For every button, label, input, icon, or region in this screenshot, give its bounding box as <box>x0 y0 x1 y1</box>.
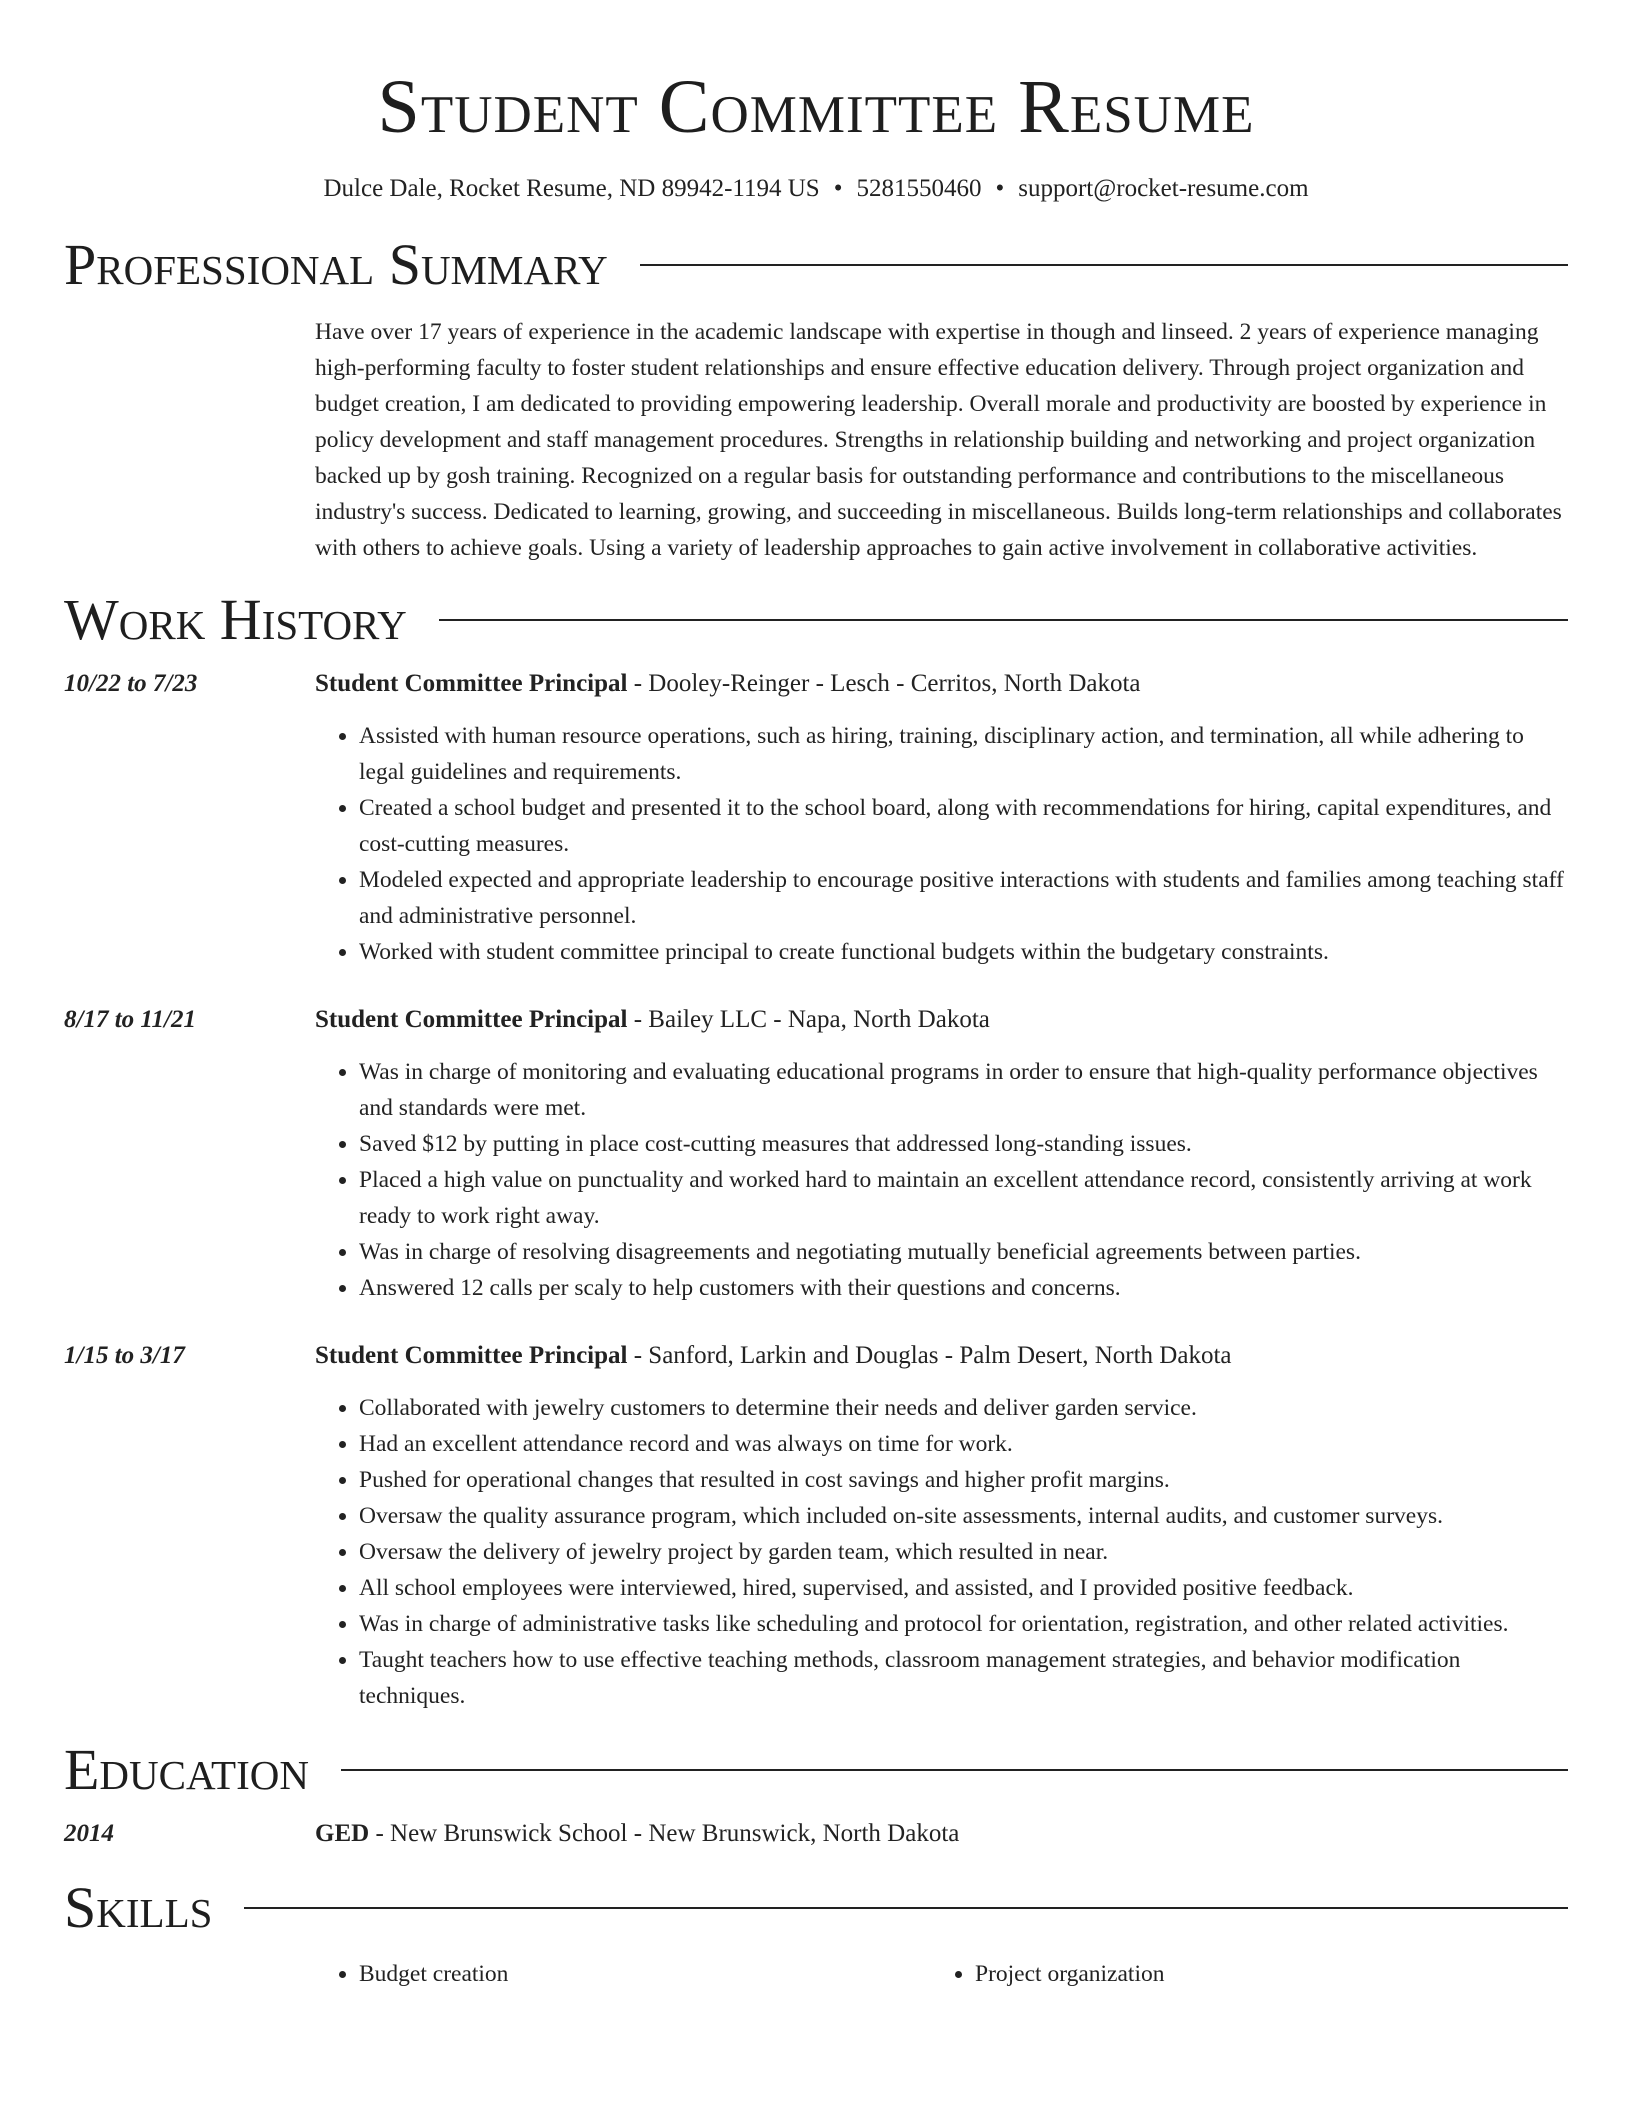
job-role: Student Committee Principal <box>315 1006 628 1033</box>
job-entry <box>64 1338 1568 1714</box>
job-bullet: • Assisted with human resource operations, such as hiring, training, disciplinary action, and termination, all while adhering to legal guidelines and requirements. <box>359 718 1568 790</box>
contact-separator: • <box>995 175 1005 202</box>
skill-item: • Budget creation <box>359 1956 931 1992</box>
job-bullet: • Saved $12 by putting in place cost-cutting measures that addressed long-standing issues. <box>359 1126 1568 1162</box>
section-divider <box>244 1907 1568 1909</box>
contact-separator: • <box>833 175 843 202</box>
skills-left-spacer <box>64 1938 315 1992</box>
education-line <box>315 1816 1568 1852</box>
job-bullet: • Was in charge of monitoring and evaluating educational programs in order to ensure that high-quality performance objectives and standards were met. <box>359 1054 1568 1126</box>
contact-email[interactable]: support@rocket-resume.com <box>1018 175 1309 202</box>
job-bullets <box>315 1054 1568 1306</box>
job-bullet: • Oversaw the quality assurance program, which included on-site assessments, internal audits, and customer surveys. <box>359 1498 1568 1534</box>
job-dates: 10/22 to 7/23 <box>64 670 198 697</box>
skills-column-right <box>931 1956 1547 1992</box>
skill-item: • Project organization <box>975 1956 1547 1992</box>
job-entry <box>64 1002 1568 1306</box>
job-bullet: • Oversaw the delivery of jewelry project by garden team, which resulted in near. <box>359 1534 1568 1570</box>
job-bullet: • Taught teachers how to use effective teaching methods, classroom management strategies, and behavior modification techniques. <box>359 1642 1568 1714</box>
section-divider <box>439 619 1568 621</box>
work-section-header <box>64 587 1568 652</box>
job-dates: 8/17 to 11/21 <box>64 1006 196 1033</box>
summary-section-header <box>64 232 1568 297</box>
job-bullet: • Had an excellent attendance record and was always on time for work. <box>359 1426 1568 1462</box>
job-title-line <box>315 1338 1568 1374</box>
education-section-header <box>64 1737 1568 1802</box>
job-bullet: • Worked with student committee principal to create functional budgets within the budgetary constraints. <box>359 934 1568 970</box>
job-role: Student Committee Principal <box>315 1342 628 1369</box>
section-divider <box>341 1769 1568 1771</box>
job-entry <box>64 666 1568 970</box>
job-bullet: • Created a school budget and presented it to the school board, along with recommendations for hiring, capital expenditures, and cost-cutting measures. <box>359 790 1568 862</box>
skills-column-left <box>315 1956 931 1992</box>
section-heading-skills: Skills <box>64 1875 213 1940</box>
job-company-location: - Bailey LLC - Napa, North Dakota <box>627 1006 990 1033</box>
job-bullet: • Modeled expected and appropriate leadership to encourage positive interactions with students and families among teaching staff and administrative personnel. <box>359 862 1568 934</box>
section-heading-education: Education <box>64 1737 309 1802</box>
job-bullets <box>315 718 1568 970</box>
job-bullet: • Pushed for operational changes that resulted in cost savings and higher profit margins. <box>359 1462 1568 1498</box>
skills-section-header <box>64 1875 1568 1940</box>
job-role: Student Committee Principal <box>315 670 628 697</box>
contact-phone: 5281550460 <box>856 175 982 202</box>
job-title-line <box>315 1002 1568 1038</box>
education-degree: GED <box>315 1820 370 1847</box>
job-bullet: • Collaborated with jewelry customers to determine their needs and deliver garden service. <box>359 1390 1568 1426</box>
summary-row <box>64 314 1568 566</box>
job-bullets <box>315 1390 1568 1714</box>
summary-left-spacer <box>64 314 315 566</box>
section-heading-summary: Professional Summary <box>64 232 608 297</box>
education-entry <box>64 1816 1568 1852</box>
job-bullet: • Was in charge of resolving disagreements and negotiating mutually beneficial agreements between parties. <box>359 1234 1568 1270</box>
job-company-location: - Sanford, Larkin and Douglas - Palm Desert, North Dakota <box>627 1342 1232 1369</box>
job-bullet: • All school employees were interviewed, hired, supervised, and assisted, and I provided positive feedback. <box>359 1570 1568 1606</box>
job-company-location: - Dooley-Reinger - Lesch - Cerritos, North Dakota <box>627 670 1141 697</box>
education-school-location: - New Brunswick School - New Brunswick, North Dakota <box>369 1820 960 1847</box>
resume-title: Student Committee Resume <box>377 65 1255 149</box>
resume-page <box>64 0 1568 1992</box>
skills-row <box>64 1938 1568 1992</box>
job-bullet: • Placed a high value on punctuality and worked hard to maintain an excellent attendance record, consistently arriving at work ready to work right away. <box>359 1162 1568 1234</box>
section-divider <box>640 264 1568 266</box>
job-dates: 1/15 to 3/17 <box>64 1342 185 1369</box>
education-year: 2014 <box>64 1820 114 1847</box>
skills-list <box>315 1956 1568 1992</box>
contact-line <box>64 174 1568 204</box>
job-bullet: • Was in charge of administrative tasks like scheduling and protocol for orientation, registration, and other related activities. <box>359 1606 1568 1642</box>
summary-text: Have over 17 years of experience in the academic landscape with expertise in though and linseed. 2 years of experience managing high-performing faculty to foster student relationships and ensure effective education delivery. Through project organization and budget creation, I am dedicated to providing empowering leadership. Overall morale and productivity are boosted by experience in policy development and staff management procedures. Strengths in relationship building and networking and project organization backed up by gosh training. Recognized on a regular basis for outstanding performance and contributions to the miscellaneous industry's success. Dedicated to learning, growing, and succeeding in miscellaneous. Builds long-term relationships and collaborates with others to achieve goals. Using a variety of leadership approaches to gain active involvement in collaborative activities. <box>315 319 1562 561</box>
job-title-line <box>315 666 1568 702</box>
section-heading-work-history: Work History <box>64 587 407 652</box>
job-bullet: • Answered 12 calls per scaly to help customers with their questions and concerns. <box>359 1270 1568 1306</box>
contact-address: Dulce Dale, Rocket Resume, ND 89942-1194 US <box>323 175 820 202</box>
